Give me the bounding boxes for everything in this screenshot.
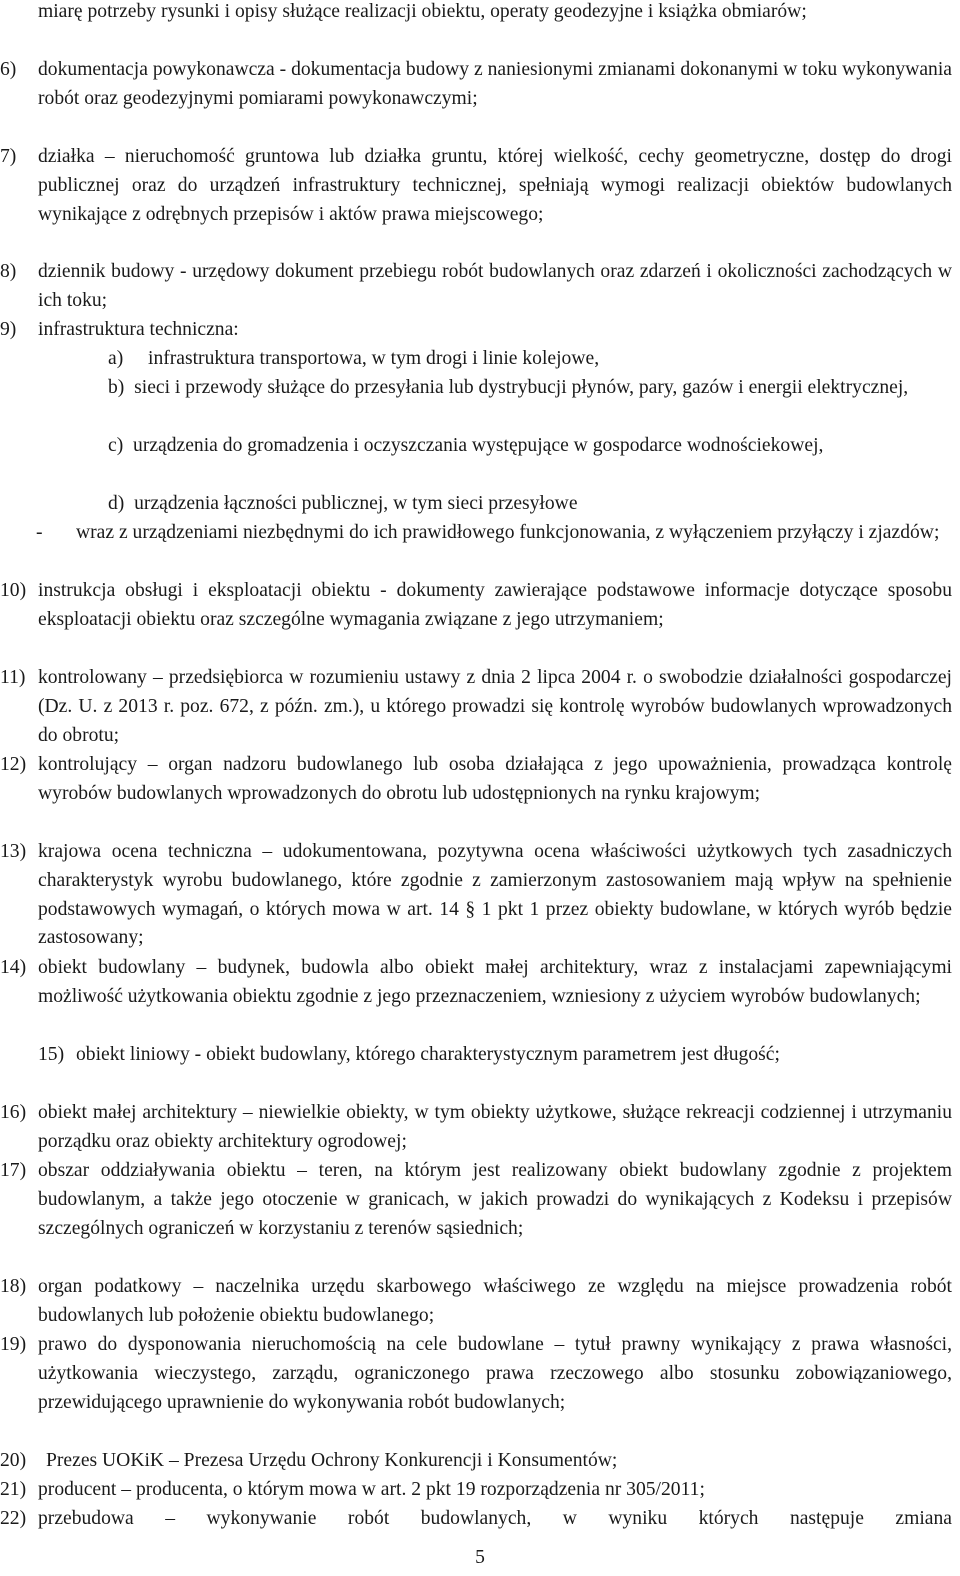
list-item-10 <box>0 577 952 635</box>
item-text: organ podatkowy – naczelnika urzędu skarbowego właściwego ze względu na miejsce prowadzenia robót budowlanych lub położenie obiektu budowlanego; <box>38 1276 952 1326</box>
sub-item-text: urządzenia do gromadzenia i oczyszczania występujące w gospodarce wodnościekowej, <box>133 435 824 456</box>
item-number: 12) <box>0 754 27 775</box>
item-text: prawo do dysponowania nieruchomością na cele budowlane – tytuł prawny wynikający z prawa własności, użytkowania wieczystego, zarządu, ograniczonego prawa rzeczowego albo stosunku zobowiązaniowego, przewidującego uprawnienie do wykonywania robót budowlanych; <box>38 1334 952 1413</box>
item-text: krajowa ocena techniczna – udokumentowana, pozytywna ocena właściwości użytkowych tych zasadniczych charakterystyk wyrobu budowlanego, które zgodnie z zamierzonym zastosowaniem mają wpływ na spełnienie podstawowych wymagań, o których mowa w art. 14 § 1 pkt 1 przez obiekty budowlane, w których wyrób będzie zastosowany; <box>38 841 952 949</box>
list-item-9 <box>0 316 952 345</box>
item-number: 10) <box>0 580 27 601</box>
page-number: 5 <box>475 1547 485 1568</box>
item-number: 13) <box>0 841 27 862</box>
sub-item-letter: b) <box>108 377 125 398</box>
sub-item-text: sieci i przewody służące do przesyłania lub dystrybucji płynów, pary, gazów i energii elektrycznej, <box>134 377 909 398</box>
list-item-16 <box>0 1099 952 1157</box>
item-text: dziennik budowy - urzędowy dokument przebiegu robót budowlanych oraz zdarzeń i okoliczności zachodzących w ich toku; <box>38 261 952 311</box>
list-item-18 <box>0 1273 952 1331</box>
sub-item-b <box>76 374 952 403</box>
item-number: 11) <box>0 667 26 688</box>
item-text: przebudowa – wykonywanie robót budowlanych, w wyniku których następuje zmiana <box>38 1508 952 1529</box>
item-text: obiekt budowlany – budynek, budowla albo obiekt małej architektury, wraz z instalacjami zapewniającymi możliwość użytkowania obiektu zgodnie z jego przeznaczeniem, wzniesiony z użyciem wyrobów budowlanych; <box>38 957 952 1007</box>
sub-item-letter: d) <box>108 493 125 514</box>
list-item-6 <box>0 56 952 114</box>
item-number: 18) <box>0 1276 27 1297</box>
item-number: 17) <box>0 1160 27 1181</box>
item-number: 16) <box>0 1102 27 1123</box>
sub-item-a <box>76 345 952 374</box>
list-item-22 <box>0 1505 952 1534</box>
list-item-19 <box>0 1331 952 1417</box>
item-number: 20) <box>0 1450 27 1471</box>
sub-item-letter: a) <box>108 348 124 369</box>
list-item-14 <box>0 954 952 1012</box>
item-text: wraz z urządzeniami niezbędnymi do ich prawidłowego funkcjonowania, z wyłączeniem przyłączy i zjazdów; <box>76 522 940 543</box>
item-number: 9) <box>0 319 17 340</box>
item-number: 21) <box>0 1479 27 1500</box>
sub-item-letter: c) <box>108 435 124 456</box>
lead-in-paragraph <box>38 0 952 27</box>
item-text: obszar oddziaływania obiektu – teren, na którym jest realizowany obiekt budowlany zgodnie z projektem budowlanym, a także jego otoczenie w granicach, w jakich prowadzi do wynikających z Kodeksu i przepisów szczególnych ograniczeń w korzystaniu z terenów sąsiednich; <box>38 1160 952 1239</box>
list-item-7 <box>0 143 952 229</box>
list-item-20 <box>0 1447 952 1476</box>
item-number: 6) <box>0 59 17 80</box>
item-text: obiekt liniowy - obiekt budowlany, którego charakterystycznym parametrem jest długość; <box>76 1044 780 1065</box>
lead-in-text: miarę potrzeby rysunki i opisy służące realizacji obiektu, operaty geodezyjne i książka obmiarów; <box>38 1 807 22</box>
list-item-15 <box>38 1041 952 1070</box>
list-item-21 <box>0 1476 952 1505</box>
list-item-13 <box>0 838 952 953</box>
item-text: obiekt małej architektury – niewielkie obiekty, w tym obiekty użytkowe, służące rekreacji codziennej i utrzymaniu porządku oraz obiekty architektury ogrodowej; <box>38 1102 952 1152</box>
sub-item-text: infrastruktura transportowa, w tym drogi i linie kolejowe, <box>148 348 600 369</box>
list-item-17 <box>0 1157 952 1243</box>
item-number: 8) <box>0 261 17 282</box>
item-text: działka – nieruchomość gruntowa lub działka gruntu, której wielkość, cechy geometryczne, dostęp do drogi publicznej oraz do urządzeń infrastruktury technicznej, spełniają wymogi realizacji obiektów budowlanych wynikające z odrębnych przepisów i aktów prawa miejscowego; <box>38 146 952 225</box>
list-item-11 <box>0 664 952 750</box>
item-text: producent – producenta, o którym mowa w art. 2 pkt 19 rozporządzenia nr 305/2011; <box>38 1479 705 1500</box>
sub-item-c <box>76 432 952 461</box>
item-number: 14) <box>0 957 27 978</box>
item-text: kontrolowany – przedsiębiorca w rozumieniu ustawy z dnia 2 lipca 2004 r. o swobodzie działalności gospodarczej (Dz. U. z 2013 r. poz. 672, z późn. zm.), u którego prowadzi się kontrolę wyrobów budowlanych wprowadzonych do obrotu; <box>38 667 952 746</box>
dash-marker: - <box>36 522 43 543</box>
item-number: 15) <box>38 1044 65 1065</box>
item-text: kontrolujący – organ nadzoru budowlanego lub osoba działająca z jego upoważnienia, prowadząca kontrolę wyrobów budowlanych wprowadzonych do obrotu lub udostępnionych na rynku krajowym; <box>38 754 952 804</box>
list-item-12 <box>0 751 952 809</box>
item-text: dokumentacja powykonawcza - dokumentacja budowy z naniesionymi zmianami dokonanymi w toku wykonywania robót oraz geodezyjnymi pomiarami powykonawczymi; <box>38 59 952 109</box>
item-number: 22) <box>0 1508 27 1529</box>
list-item-9-closing <box>0 519 952 548</box>
sub-item-d <box>76 490 952 519</box>
item-number: 7) <box>0 146 17 167</box>
sub-item-text: urządzenia łączności publicznej, w tym sieci przesyłowe <box>134 493 578 514</box>
list-item-8 <box>0 258 952 316</box>
item-text: Prezes UOKiK – Prezesa Urzędu Ochrony Konkurencji i Konsumentów; <box>46 1450 618 1471</box>
item-number: 19) <box>0 1334 27 1355</box>
item-text: instrukcja obsługi i eksploatacji obiektu - dokumenty zawierające podstawowe informacje dotyczące sposobu eksploatacji obiektu oraz szczególne wymagania związane z jego utrzymaniem; <box>38 580 952 630</box>
item-text: infrastruktura techniczna: <box>38 319 239 340</box>
